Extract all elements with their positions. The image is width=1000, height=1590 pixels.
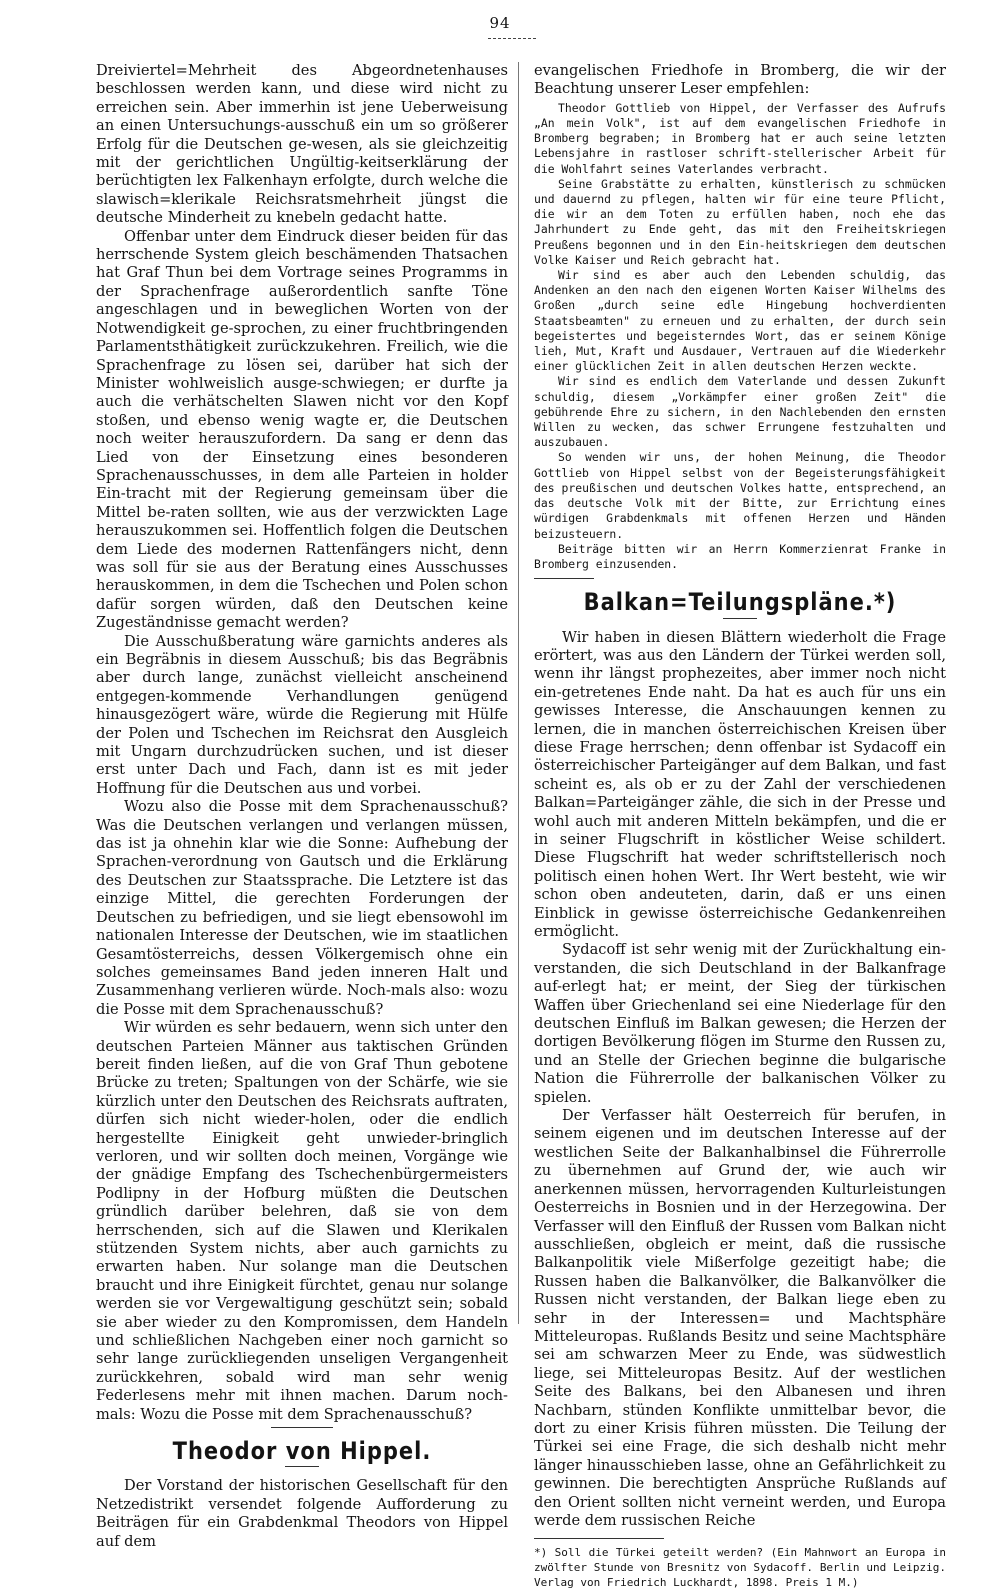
article-paragraph: Dreiviertel=Mehrheit des Abgeordnetenhauses beschlossen werden kann, und diese wird nicht zu erreichen sein. Aber immerhin ist jene Ueberweisung an einen Untersuchungs-ausschuß ein um so größerer Erfolg für die Deutschen ge-wesen, als sie gleichzeitig mit der gerichtlichen Ungültig-keitserklärung der berüchtigten lex Falkenhayn erfolgte, durch welche die slawisch=klerikale Reichsratsmehrheit jüngst die deutsche Minderheit zu knebeln gedacht hatte. — [96, 62, 508, 227]
balkan-paragraph: Der Verfasser hält Oesterreich für berufen, in seinem eigenen und im deutschen Interesse auf der westlichen Seite der Balkanhalbinsel die Führerrolle zu übernehmen auf Grund der, wie auch wir anerkennen müssen, hervorragenden Kulturleistungen Oesterreichs in Bosnien und in der Herzegowina. Der Verfasser will den Einfluß der Russen vom Balkan nicht ausschließen, obgleich er meint, daß die russische Balkanpolitik viele Mißerfolge gezeitigt habe; die Russen haben die Balkanvölker, die Balkanvölker die Russen nicht verstanden, der Balkan liege eben zu sehr in der Interessen= und Machtsphäre Mitteleuropas. Rußlands Besitz und seine Machtsphäre sei am schwarzen Meer zu Ende, was südwestlich liege, sei Mitteleuropas Besitz. Auf der westlichen Seite des Balkans, bei den Albanesen und ihren Nachbarn, stünden Konflikte unmittelbar bevor, die dort zu einer Krisis führen müssten. Die Teilung der Türkei sei eine Frage, die sich deshalb nicht mehr länger hinausschieben lasse, ohne an Gefährlichkeit zu gewinnen. Die berechtigten Ansprüche Rußlands auf den Orient sollten nicht verneint werden, und Europa werde dem russischen Reiche — [534, 1107, 946, 1530]
footnote-rule — [534, 1538, 664, 1539]
appeal-paragraph: Seine Grabstätte zu erhalten, künstlerisch zu schmücken und dauernd zu pflegen, halten wir für eine teure Pflicht, die wir an dem Toten zu erfüllen haben, noch ehe das Jahrhundert zu Ende geht, das mit den Freiheitskriegen Preußens begonnen und in den Ein-heitskriegen dem deutschen Volke Kaiser und Reich gebracht hat. — [534, 176, 946, 267]
column-divider — [518, 62, 519, 1324]
article-paragraph: Die Ausschußberatung wäre garnichts anderes als ein Begräbnis in diesem Ausschuß; bis das Begräbnis aber durch lange, zunächst vielleicht anscheinend entgegen-kommende Verhandlungen genügend hinausgezögert wäre, würde die Regierung mit Hülfe der Polen und Tschechen im Reichsrat den Ausgleich mit Ungarn durchzudrücken suchen, und ist dieser erst unter Dach und Fach, dann ist es mit jeder Hoffnung für die Deutschen aus und vorbei. — [96, 632, 508, 797]
appeal-paragraph: Wir sind es endlich dem Vaterlande und dessen Zukunft schuldig, diesem „Vorkämpfer einer großen Zeit" die gebührende Ehre zu sichern, in den Nachlebenden den ernsten Willen zu wecken, das schwer Errungene festzuhalten und auszubauen. — [534, 374, 946, 450]
hippel-appeal — [534, 101, 946, 572]
appeal-paragraph: So wenden wir uns, der hohen Meinung, die Theodor Gottlieb von Hippel selbst von der Begeisterungsfähigkeit des preußischen und deutschen Volkes hatte, entsprechend, an das deutsche Volk mit der Bitte, zur Errichtung eines würdigen Grabdenkmals mit offenen Herzen und Händen beizusteuern. — [534, 450, 946, 541]
page-number: 94 — [489, 14, 511, 32]
balkan-heading: Balkan=Teilungspläne.*) — [583, 588, 897, 616]
hippel-continued: evangelischen Friedhofe in Bromberg, die wir der Beachtung unserer Leser empfehlen: — [534, 62, 946, 98]
section-rule — [534, 578, 594, 579]
appeal-paragraph: Beiträge bitten wir an Herrn Kommerzienrat Franke in Bromberg einzusenden. — [534, 541, 946, 571]
right-column — [534, 62, 946, 1590]
balkan-paragraph: Wir haben in diesen Blättern wiederholt die Frage erörtert, was aus den Ländern der Türkei werden soll, wenn ihr längst prophezeites, aber immer noch nicht ein-getretenes Ende naht. Da hat es auch für uns ein gewisses Interesse, die Anschauungen kennen zu lernen, die in manchen österreichischen Kreisen über diese Frage herrschen; denn offenbar ist Sydacoff ein österreichischer Parteigänger auf dem Balkan, und fast scheint es, als ob er zu der Zahl der verschiedenen Balkan=Parteigänger zähle, die sich in der Presse und wohl auch mit anderen Mitteln bekämpfen, und die er in seiner Flugschrift in köstlicher Weise schildert. Diese Flugschrift hat weder schriftstellerisch noch politisch einen hohen Wert. Ihr Wert besteht, wie wir schon oben andeuteten, darin, daß er uns einen Einblick in gewisse österreichische Gedankenreihen ermöglicht. — [534, 628, 946, 941]
article-end-rule — [271, 1427, 333, 1428]
article-paragraph: Offenbar unter dem Eindruck dieser beiden für das herrschende System gleich beschämenden Thatsachen hat Graf Thun bei dem Vortrage seines Programms in der Sprachenfrage außerordentlich sanfte Töne angeschlagen und in beweglichen Worten von der Notwendigkeit ge-sprochen, zu einer fruchtbringenden Parlamentsthätigkeit zurückzukehren. Freilich, wie die Sprachenfrage zu lösen sei, darüber hat sich der Minister wohlweislich ausge-schwiegen; er durfte ja auch die verhätschelten Slawen nicht vor den Kopf stoßen, und ebenso wenig wagte er, die Deutschen noch weiter herauszufordern. Da sang er denn das Lied von der Einsetzung eines besonderen Sprachenausschusses, in dem alle Parteien in holder Ein-tracht mit der Regierung gemeinsam über die Mittel be-raten sollten, wie aus der verzwickten Lage herauszukommen sei. Hoffentlich folgen die Deutschen dem Liede des modernen Rattenfängers nicht, denn was soll für sie aus der Beratung eines Ausschusses herauskommen, in dem die Tschechen und Polen schon dafür sorgen würden, daß den Deutschen keine Zugeständnisse gemacht werden? — [96, 227, 508, 632]
appeal-paragraph: Wir sind es aber auch den Lebenden schuldig, das Andenken an den nach den eigenen Worten Kaiser Wilhelms des Großen „durch seine edle Hingebung hochverdienten Staatsbeamten" zu erneuen und zu erhalten, der durch sein begeistertes und begeisterndes Wort, das er seinem Könige lieh, Mut, Kraft und Ausdauer, Vertrauen auf die Wiederkehr einer glücklichen Zeit in allen deutschen Herzen weckte. — [534, 268, 946, 374]
left-column — [96, 62, 508, 1551]
hippel-intro: Der Vorstand der historischen Gesellschaft für den Netzedistrikt versendet folgende Aufforderung zu Beiträgen für ein Grabdenkmal Theodors von Hippel auf dem — [96, 1477, 508, 1550]
article-paragraph: Wir würden es sehr bedauern, wenn sich unter den deutschen Parteien Männer aus taktischen Gründen bereit finden ließen, auf die von Graf Thun gebotene Brücke zu treten; Spaltungen von der Schärfe, wie sie kürzlich unter den Deutschen des Reichsrats auftraten, dürfen sich nicht wieder-holen, oder die endlich hergestellte Einigkeit geht unwieder-bringlich verloren, und wir sollten doch meinen, Vorgänge wie der gnädige Empfang des Tschechenbürgermeisters Podlipny in der Hofburg müßten die Deutschen gründlich darüber belehren, daß sie von dem herrschenden, sich auf die Slawen und Klerikalen stützenden System nichts, aber auch garnichts zu erwarten haben. Nur solange man die Deutschen braucht und ihre Einigkeit fürchtet, genau nur solange werden sie vor Vergewaltigung geschützt sein; sobald sie aber wieder zu den Kompromissen, dem Handeln und schließlichen Nachgeben einer noch garnicht so sehr lange zurückliegenden unseligen Vergangenheit zurückkehren, sobald wird man sehr wenig Federlesens mehr mit ihnen machen. Darum noch-mals: Wozu die Posse mit dem Sprachenausschuß? — [96, 1019, 508, 1423]
article-paragraph: Wozu also die Posse mit dem Sprachenausschuß? Was die Deutschen verlangen und verlangen müssen, das ist ja ohnehin klar wie die Sonne: Aufhebung der Sprachen-verordnung von Gautsch und die Erklärung des Deutschen zur Staatssprache. Die Letztere ist das einzige Mittel, die gerechten Forderungen der Deutschen zu befriedigen, und sie liegt ebensowohl im nationalen Interesse der Deutschen, wie im staatlichen Gesamtösterreichs, dessen Völkergemisch ohne ein solches gemeinsames Band jeden inneren Halt und Zusammenhang verlieren würde. Noch-mals also: wozu die Posse mit dem Sprachenausschuß? — [96, 798, 508, 1018]
footnote: *) Soll die Türkei geteilt werden? (Ein Mahnwort an Europa in zwölfter Stunde von Bresnitz von Sydacoff. Berlin und Leipzig. Verlag von Friedrich Luckhardt, 1898. Preis 1 M.) — [534, 1546, 946, 1590]
appeal-paragraph: Theodor Gottlieb von Hippel, der Verfasser des Aufrufs „An mein Volk", ist auf dem evangelischen Friedhofe in Bromberg begraben; in Bromberg hat er auch seine letzten Lebensjahre in rastloser schrift-stellerischer Arbeit für die Wohlfahrt seines Vaterlandes verbracht. — [534, 100, 946, 176]
heading-rule — [723, 618, 757, 619]
page-number-rule — [488, 38, 536, 39]
heading-rule — [285, 1466, 319, 1467]
balkan-paragraph: Sydacoff ist sehr wenig mit der Zurückhaltung ein-verstanden, die sich Deutschland in der Balkanfrage auf-erlegt hat; er meint, der Sieg der türkischen Waffen über Griechenland sei eine Niederlage für den deutschen Einfluß im Balkan gewesen; die Herzen der dortigen Bevölkerung flögen im Sturme den Russen zu, und an Stelle der Griechen beginne die bulgarische Nation die Führerrolle der balkanischen Völker zu spielen. — [534, 941, 946, 1106]
hippel-heading: Theodor von Hippel. — [172, 1437, 432, 1465]
